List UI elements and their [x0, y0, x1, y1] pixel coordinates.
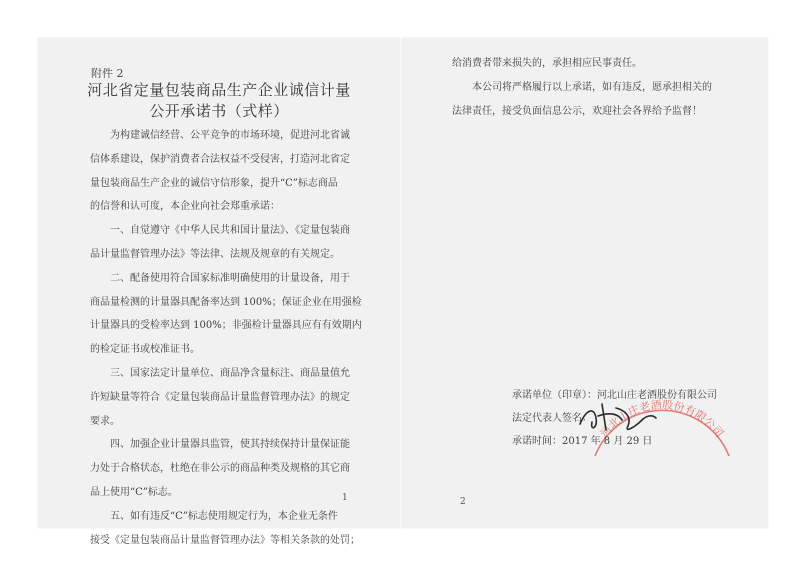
body-line: 品上使用“C”标志。	[90, 486, 178, 498]
page-2-body	[452, 52, 758, 123]
document-page-1	[38, 38, 400, 546]
handwritten-signature-icon	[572, 396, 662, 436]
body-line: 三、国家法定计量单位、商品净含量标注、商品量值允	[110, 367, 350, 379]
page-number: 2	[460, 497, 466, 507]
body-line: 法律责任，接受负面信息公示，欢迎社会各界给予监督！	[452, 105, 702, 117]
pledge-date-line: 承诺时间：2017 年 8 月 29 日	[512, 436, 653, 447]
body-line: 一、自觉遵守《中华人民共和国计量法》、《定量包装商	[110, 225, 350, 237]
body-line: 的检定证书或校准证书。	[90, 344, 200, 356]
body-line: 二、配备使用符合国家标准明确使用的计量设备，用于	[110, 272, 350, 284]
body-line: 商品量检测的计量器具配备率达到 100%；保证企业在用强检	[90, 296, 362, 308]
body-line: 接受《定量包装商品计量监督管理办法》等相关条款的处罚；	[90, 534, 360, 546]
body-line: 的信誉和认可度，本企业向社会郑重承诺：	[90, 201, 280, 213]
body-line: 五、如有违反“C”标志使用规定行为，本企业无条件	[110, 510, 338, 522]
legal-representative-line: 法定代表人签名：	[512, 413, 592, 424]
document-title-line-1: 河北省定量包装商品生产企业诚信计量	[87, 81, 351, 99]
annex-label: 附件 2	[91, 67, 124, 80]
body-line: 本公司将严格履行以上承诺，如有违反，愿承担相关的	[472, 81, 712, 93]
body-line: 信体系建设，保护消费者合法权益不受侵害，打造河北省定	[90, 153, 350, 165]
body-line: 量包装商品生产企业的诚信守信形象，提升“C”标志商品	[90, 177, 338, 189]
page-1-body	[90, 124, 395, 552]
document-title-line-2: 公开承诺书（式样）	[149, 102, 289, 120]
body-line: 要求。	[90, 415, 120, 427]
body-line: 给消费者带来损失的，承担相应民事责任。	[452, 58, 642, 69]
body-line: 力处于合格状态，杜绝在非公示的商品种类及规格的其它商	[90, 463, 350, 475]
document-page-2	[402, 38, 768, 528]
pledge-unit-line: 承诺单位（印章）：河北山庄老酒股份有限公司	[512, 390, 717, 401]
body-line: 为构建诚信经营、公平竞争的市场环境，促进河北省诚	[110, 130, 350, 141]
body-line: 许短缺量等符合《定量包装商品计量监督管理办法》的规定	[90, 391, 350, 403]
seal-text: 河北山庄老酒股份有限公司	[597, 398, 727, 440]
body-line: 四、加强企业计量器具监管，使其持续保持计量保证能	[110, 439, 350, 451]
body-line: 品计量监督管理办法》等法律、法规及规章的有关规定。	[90, 248, 340, 260]
body-line: 计量器具的受检率达到 100%；非强检计量器具应有有效期内	[90, 320, 362, 332]
page-number: 1	[342, 493, 348, 503]
